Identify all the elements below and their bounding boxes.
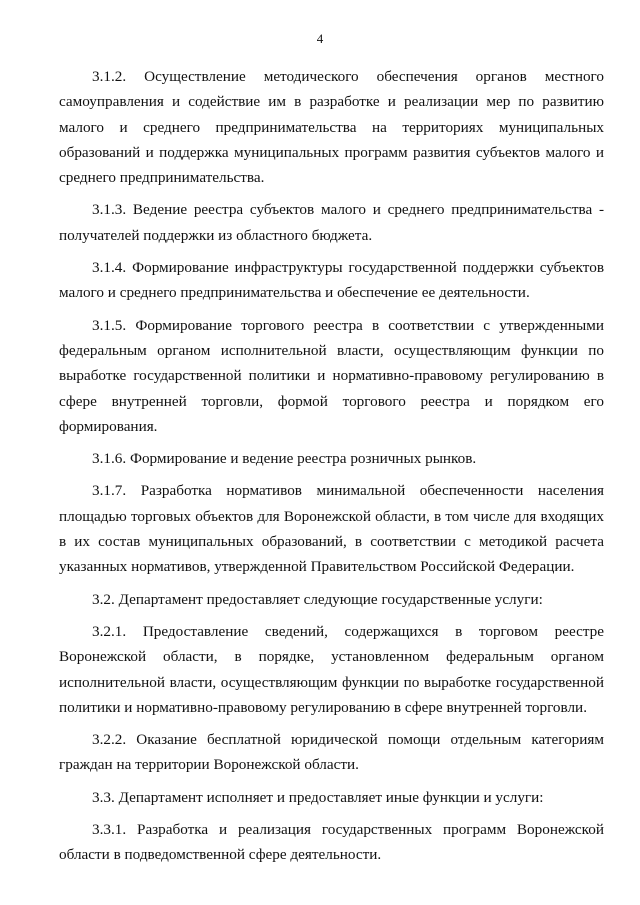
paragraph-3-1-6: 3.1.6. Формирование и ведение реестра розничных рынков. <box>92 450 477 468</box>
paragraph-3-2: 3.2. Департамент предоставляет следующие государственные услуги: <box>92 590 543 608</box>
paragraph-3-1-3: 3.1.3. Ведение реестра субъектов малого и среднего предпринимательства - получателей поддержки из областного бюджета. <box>59 201 604 244</box>
paragraph-3-2-2: 3.2.2. Оказание бесплатной юридической помощи отдельным категориям граждан на территории Воронежской области. <box>59 731 604 774</box>
paragraph-3-2-1: 3.2.1. Предоставление сведений, содержащихся в торговом реестре Воронежской области, в порядке, установленном федеральным органом исполнительной власти, осуществляющим функции по выработке государственной политики и нормативно-правовому регулированию в сфере внутренней торговли. <box>59 622 604 716</box>
paragraph-3-3-1: 3.3.1. Разработка и реализация государственных программ Воронежской области в подведомственной сфере деятельности. <box>59 821 604 864</box>
page-number: 4 <box>316 31 324 46</box>
paragraph-3-3: 3.3. Департамент исполняет и предоставляет иные функции и услуги: <box>92 788 544 806</box>
paragraph-3-1-5: 3.1.5. Формирование торгового реестра в соответствии с утвержденными федеральным органом исполнительной власти, осуществляющим функции по выработке государственной политики и нормативно-правовому регулированию в сфере внутренней торговли, формой торгового реестра и порядком его формирования. <box>59 316 604 435</box>
document-body <box>59 64 604 875</box>
paragraph-3-1-4: 3.1.4. Формирование инфраструктуры государственной поддержки субъектов малого и среднего предпринимательства и обеспечение ее деятельности. <box>59 259 604 302</box>
paragraph-3-1-7: 3.1.7. Разработка нормативов минимальной обеспеченности населения площадью торговых объектов для Воронежской области, в том числе для входящих в их состав муниципальных образований, в соответствии с методикой расчета указанных нормативов, утвержденной Правительством Российской Федерации. <box>59 482 604 576</box>
paragraph-3-1-2: 3.1.2. Осуществление методического обеспечения органов местного самоуправления и содействие им в разработке и реализации мер по развитию малого и среднего предпринимательства на территориях муниципальных образований и поддержка муниципальных программ развития субъектов малого и среднего предпринимательства. <box>59 68 604 187</box>
